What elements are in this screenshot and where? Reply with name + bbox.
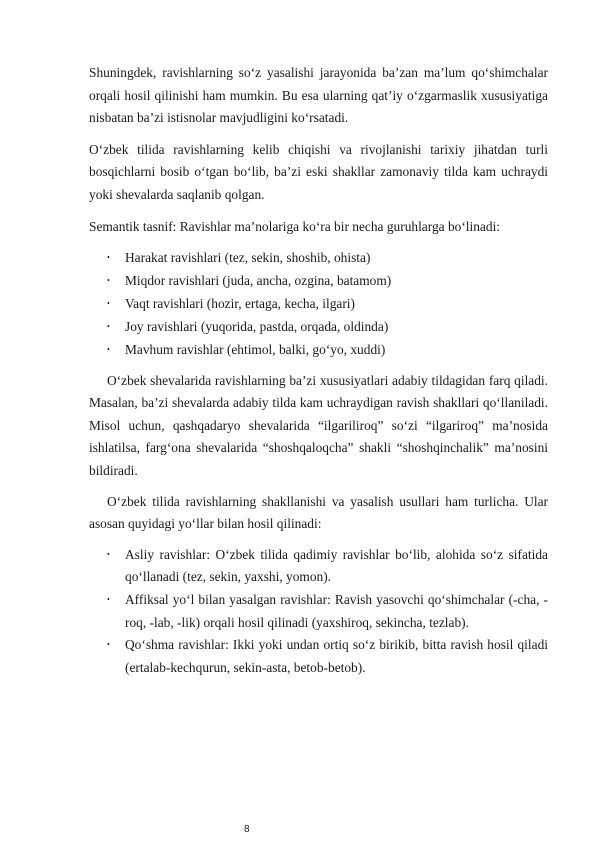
list-item (89, 270, 548, 293)
paragraph-formation-intro: O‘zbek tilida ravishlarning shakllanishi va yasalish usullari ham turlicha. Ular asosan quyidagi yo‘llar bilan hosil qilinadi: (89, 493, 548, 532)
paragraph-history-note: O‘zbek tilida ravishlarning kelib chiqishi va rivojlanishi tarixiy jihatdan turli bosqichlarni bosib o‘tgan bo‘lib, ba’zi eski shakllar zamonaviy tilda kam uchraydi yoki shevalarda saqlanib qolgan. (89, 141, 548, 202)
bullet-icon: • (107, 345, 110, 355)
bullet-icon: • (107, 322, 110, 332)
list-item-text: Asliy ravishlar: O‘zbek tilida qadimiy ravishlar bo‘lib, alohida so‘z sifatida qo‘llanadi (tez, sekin, yaxshi, yomon). (125, 546, 548, 585)
list-item-text: Joy ravishlari (yuqorida, pastda, orqada, oldinda) (125, 319, 389, 335)
bullet-icon: • (107, 549, 110, 559)
list-item-text: Affiksal yo‘l bilan yasalgan ravishlar: Ravish yasovchi qo‘shimchalar (-cha, -roq, -lab, -lik) orqali hosil qilinadi (yaxshiroq, sekincha, tezlab). (125, 592, 548, 630)
document-page (89, 62, 548, 679)
list-item-text: Vaqt ravishlari (hozir, ertaga, kecha, ilgari) (125, 296, 355, 312)
list-item (89, 316, 548, 339)
page-number: 8 (244, 824, 250, 835)
list-item (89, 589, 548, 634)
list-item (89, 247, 548, 270)
paragraph-derivation-note: Shuningdek, ravishlarning so‘z yasalishi jarayonida ba’zan ma’lum qo‘shimchalar orqali hosil qilinishi ham mumkin. Bu esa ularning qat’iy o‘zgarmaslik xususiyatiga nisbatan ba’zi istisnolar mavjudligini ko‘rsatadi. (89, 65, 548, 126)
bullet-icon: • (107, 276, 110, 286)
bullet-icon: • (107, 253, 110, 263)
list-item-text: Harakat ravishlari (tez, sekin, shoshib, ohista) (125, 250, 371, 266)
formation-methods-list (89, 544, 548, 680)
list-item-text: Mavhum ravishlar (ehtimol, balki, go‘yo, xuddi) (125, 342, 386, 358)
list-item-text: Miqdor ravishlari (juda, ancha, ozgina, batamom) (125, 273, 392, 289)
list-item (89, 293, 548, 316)
bullet-icon: • (107, 595, 110, 605)
bullet-icon: • (107, 640, 110, 650)
list-item (89, 544, 548, 589)
list-item-text: Qo‘shma ravishlar: Ikki yoki undan ortiq so‘z birikib, bitta ravish hosil qiladi (ertalab-kechqurun, sekin-asta, betob-betob). (125, 637, 548, 675)
list-item (89, 339, 548, 362)
paragraph-semantic-classification: Semantik tasnif: Ravishlar ma’nolariga ko‘ra bir necha guruhlarga bo‘linadi: (89, 218, 501, 234)
list-item (89, 634, 548, 679)
bullet-icon: • (107, 299, 110, 309)
semantic-groups-list (89, 247, 548, 362)
paragraph-dialects: O‘zbek shevalarida ravishlarning ba’zi xususiyatlari adabiy tildagidan farq qiladi. Masalan, ba’zi shevalarda adabiy tilda kam uchraydigan ravish shakllari qo‘llaniladi. Misol uchun, qashqadaryo shevalarida “ilgariliroq” so‘zi “ilgariroq” ma’nosida ishlatilsa, farg‘ona shevalarida “shoshqaloqcha” shakli “shoshqinchalik” ma’nosini bildiradi. (89, 372, 548, 479)
